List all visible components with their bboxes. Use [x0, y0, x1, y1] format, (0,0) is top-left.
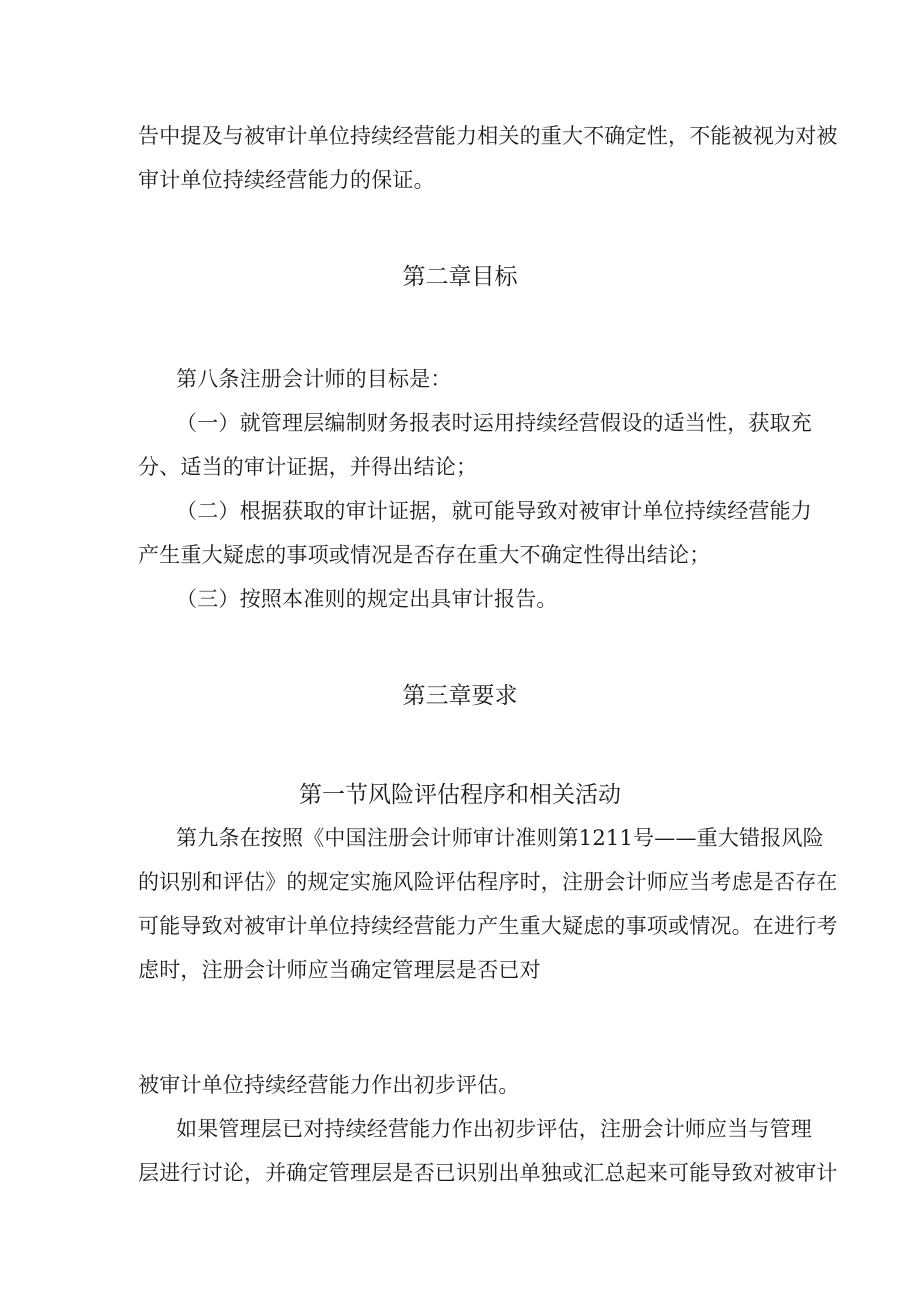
list-item-text: （三）按照本准则的规定出具审计报告。 [176, 587, 558, 611]
list-item-text: 分、适当的审计证据，并得出结论； [138, 455, 478, 479]
list-item-text: 产生重大疑虑的事项或情况是否存在重大不确定性得出结论； [138, 543, 711, 567]
body-text-line: 告中提及与被审计单位持续经营能力相关的重大不确定性，不能被视为对被 [138, 124, 838, 148]
list-item-text: （二）根据获取的审计证据，就可能导致对被审计单位持续经营能力 [176, 499, 812, 523]
section-title: 第一节风险评估程序和相关活动 [299, 782, 621, 808]
chapter-title: 第三章要求 [402, 683, 518, 709]
chapter-title: 第二章目标 [402, 264, 518, 290]
article-intro: 第八条注册会计师的目标是： [176, 367, 452, 391]
body-text-line: 被审计单位持续经营能力作出初步评估。 [138, 1073, 520, 1097]
body-text-line: 如果管理层已对持续经营能力作出初步评估，注册会计师应当与管理 [176, 1117, 812, 1141]
body-text-line: 可能导致对被审计单位持续经营能力产生重大疑虑的事项或情况。在进行考 [138, 914, 838, 938]
body-text-line: 第九条在按照《中国注册会计师审计准则第1211号——重大错报风险 [176, 826, 824, 850]
body-text-line: 审计单位持续经营能力的保证。 [138, 168, 435, 192]
body-text-line: 层进行讨论，并确定管理层是否已识别出单独或汇总起来可能导致对被审计 [138, 1161, 838, 1185]
body-text-line: 虑时，注册会计师应当确定管理层是否已对 [138, 958, 541, 982]
list-item-text: （一）就管理层编制财务报表时运用持续经营假设的适当性，获取充 [176, 411, 812, 435]
body-text-line: 的识别和评估》的规定实施风险评估程序时，注册会计师应当考虑是否存在 [138, 870, 838, 894]
